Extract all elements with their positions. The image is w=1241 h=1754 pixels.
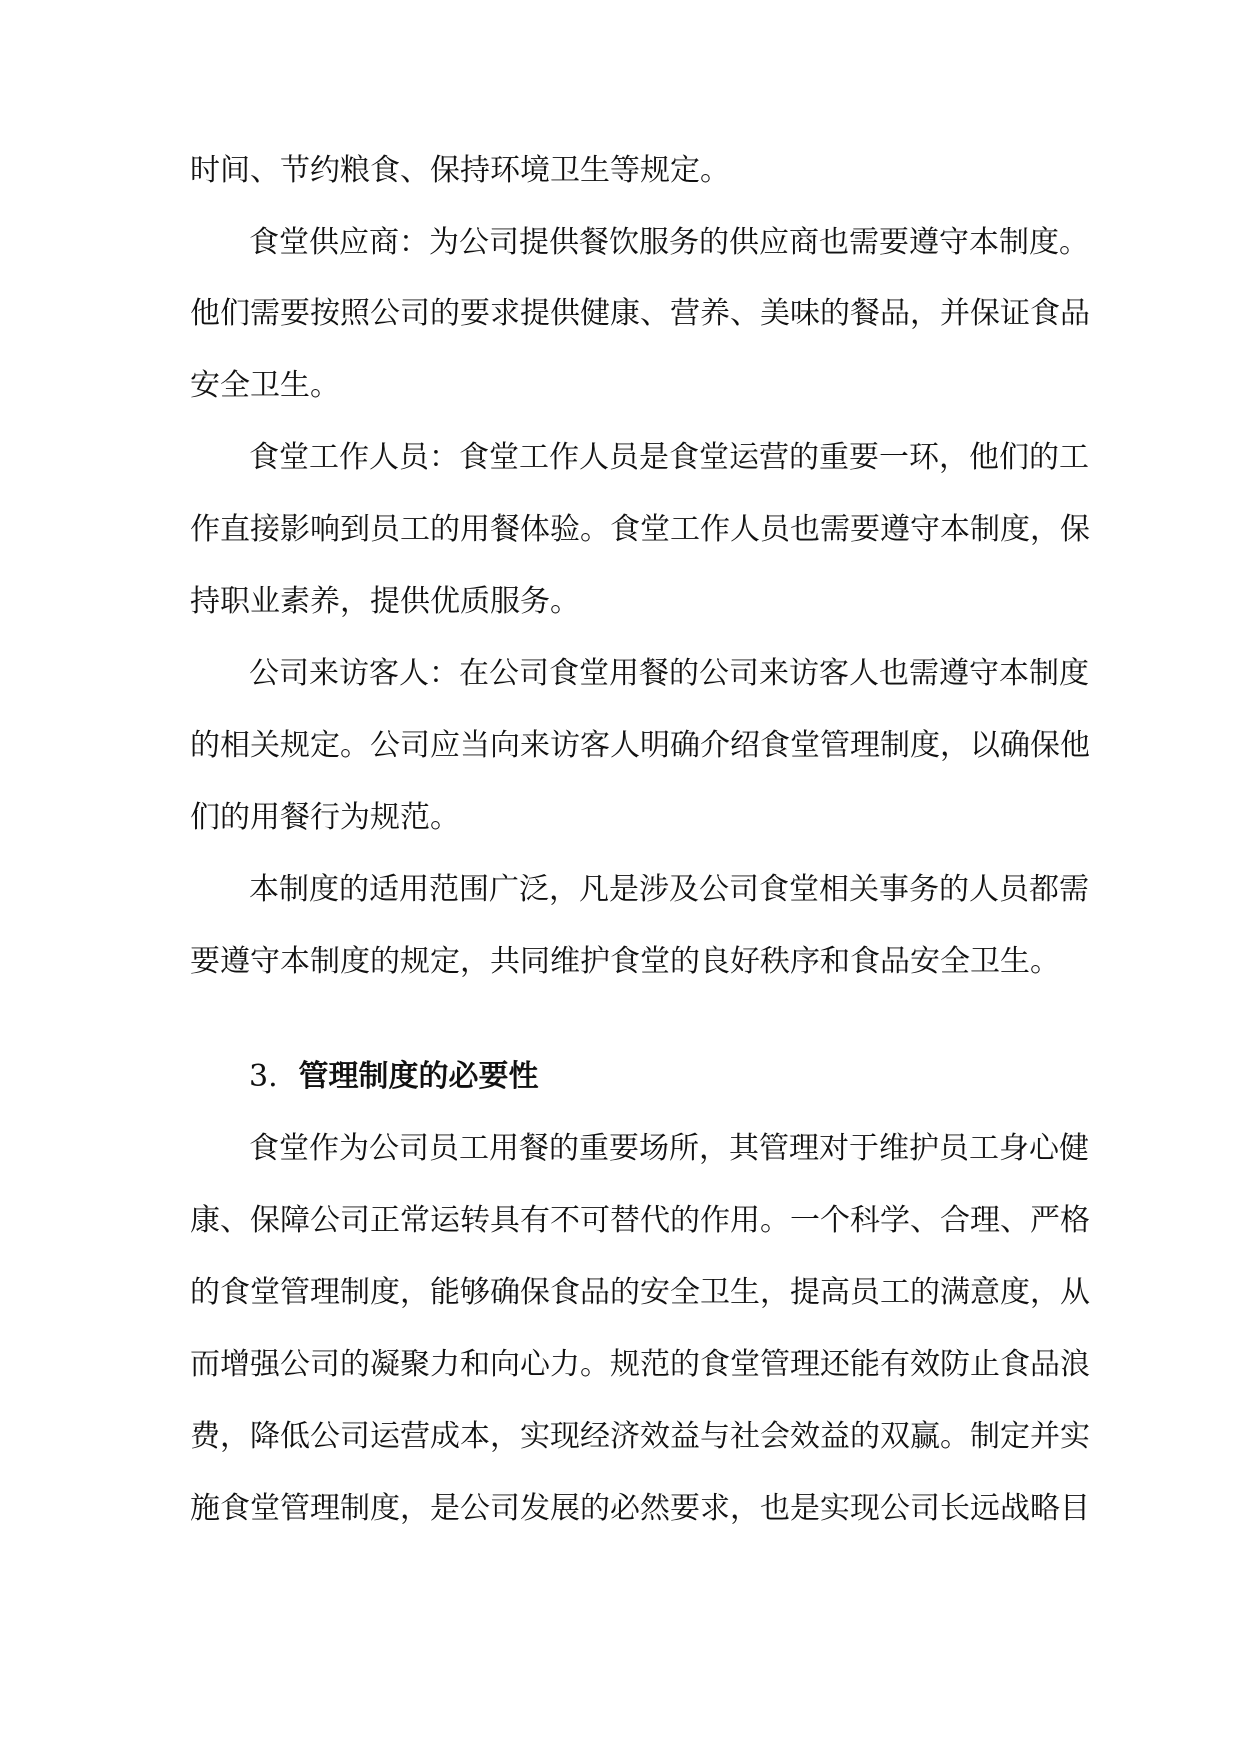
paragraph-line: 作直接影响到员工的用餐体验。食堂工作人员也需要遵守本制度，保 — [190, 512, 1090, 547]
paragraph-line: 持职业素养，提供优质服务。 — [190, 584, 580, 619]
paragraph-line: 本制度的适用范围广泛，凡是涉及公司食堂相关事务的人员都需 — [249, 872, 1089, 907]
paragraph-line: 施食堂管理制度，是公司发展的必然要求，也是实现公司长远战略目 — [190, 1491, 1090, 1526]
paragraph-line: 们的用餐行为规范。 — [190, 800, 460, 835]
paragraph-line: 食堂作为公司员工用餐的重要场所，其管理对于维护员工身心健 — [249, 1131, 1089, 1166]
paragraph-line: 康、保障公司正常运转具有不可替代的作用。一个科学、合理、严格 — [190, 1203, 1090, 1238]
section-number: 3. — [249, 1059, 278, 1094]
paragraph-line: 时间、节约粮食、保持环境卫生等规定。 — [190, 153, 730, 188]
paragraph-line: 他们需要按照公司的要求提供健康、营养、美味的餐品，并保证食品 — [190, 296, 1090, 331]
paragraph-line: 而增强公司的凝聚力和向心力。规范的食堂管理还能有效防止食品浪 — [190, 1347, 1090, 1382]
paragraph-line: 费，降低公司运营成本，实现经济效益与社会效益的双赢。制定并实 — [190, 1419, 1090, 1454]
paragraph-line: 的相关规定。公司应当向来访客人明确介绍食堂管理制度，以确保他 — [190, 728, 1090, 763]
paragraph-line: 公司来访客人：在公司食堂用餐的公司来访客人也需遵守本制度 — [249, 656, 1089, 691]
section-title: 管理制度的必要性 — [298, 1059, 539, 1094]
paragraph-line: 的食堂管理制度，能够确保食品的安全卫生，提高员工的满意度，从 — [190, 1275, 1090, 1310]
section-heading — [249, 1053, 539, 1101]
paragraph-line: 安全卫生。 — [190, 368, 340, 403]
paragraph-line: 食堂工作人员：食堂工作人员是食堂运营的重要一环，他们的工 — [249, 440, 1089, 475]
paragraph-line: 食堂供应商：为公司提供餐饮服务的供应商也需要遵守本制度。 — [249, 225, 1089, 260]
paragraph-line: 要遵守本制度的规定，共同维护食堂的良好秩序和食品安全卫生。 — [190, 944, 1060, 979]
